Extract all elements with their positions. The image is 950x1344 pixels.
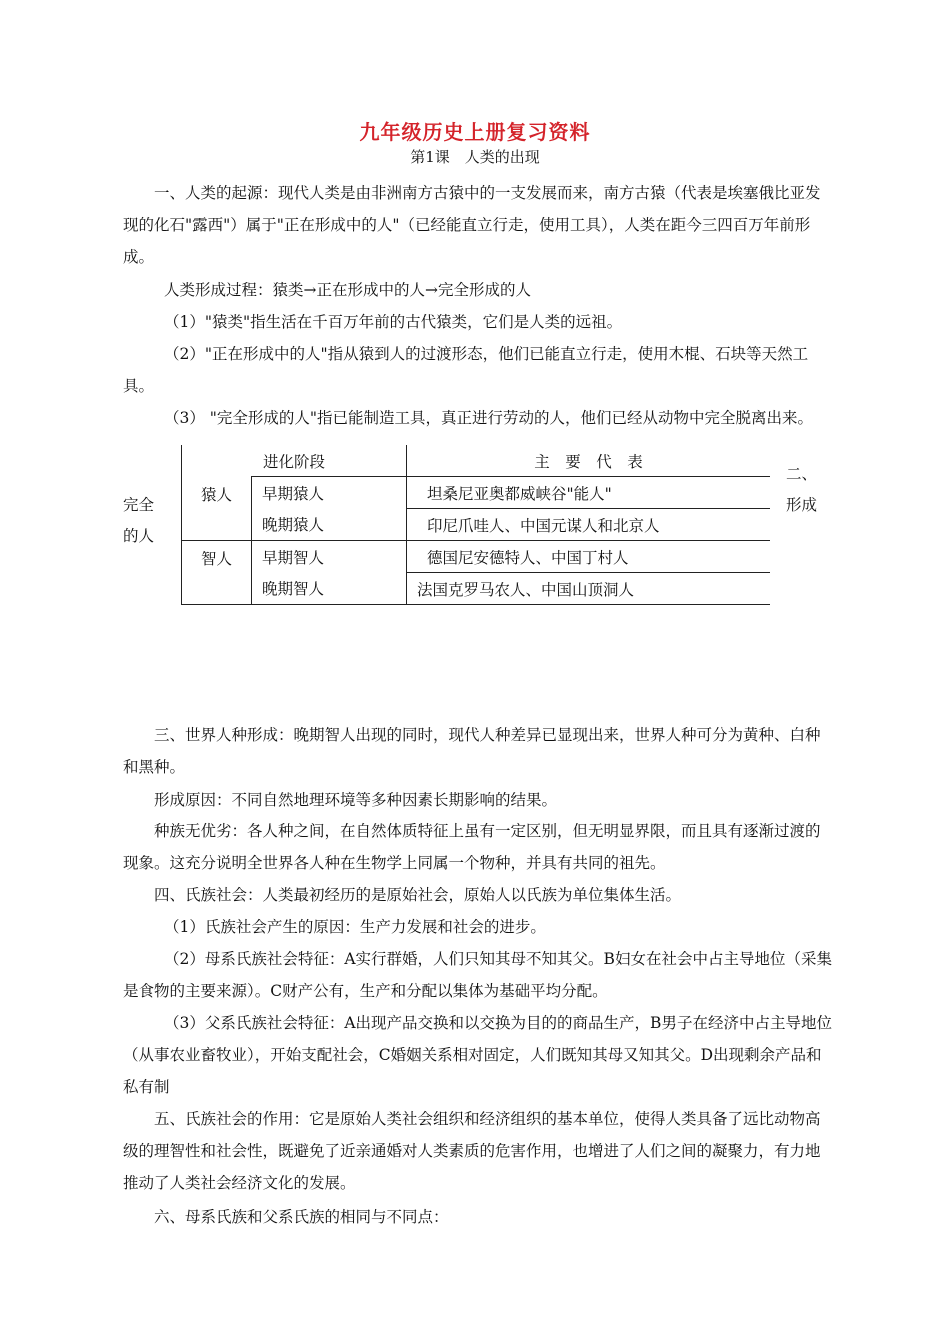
stage-cell: 晚期猿人 (252, 509, 407, 541)
representative-cell: 印尼爪哇人、中国元谋人和北京人 (407, 509, 771, 541)
representative-cell: 法国克罗马农人、中国山顶洞人 (407, 573, 771, 605)
representative-cell: 德国尼安德特人、中国丁村人 (407, 541, 771, 573)
representative-cell: 坦桑尼亚奥都威峡谷"能人" (407, 477, 771, 509)
stage-cell: 早期智人 (252, 541, 407, 573)
stage-cell: 早期猿人 (252, 477, 407, 509)
paragraph-comparison: 六、母系氏族和父系氏族的相同与不同点： (154, 1208, 449, 1226)
paragraph-patrilineal: （3）父系氏族社会特征：A出现产品交换和以交换为目的的商品生产，B男子在经济中占主导地位（从事农业畜牧业），开始支配社会，C婚姻关系相对固定，人们既知其母又知其父。D出现剩余产品和私有制 (123, 1014, 832, 1096)
table-row (182, 509, 771, 541)
paragraph-apes: （1）"猿类"指生活在千百万年前的古代猿类，它们是人类的远祖。 (164, 313, 623, 331)
paragraph-process: 人类形成过程：猿类→正在形成中的人→完全形成的人 (164, 281, 531, 299)
paragraph-clan-role: 五、氏族社会的作用：它是原始人类社会组织和经济组织的基本单位，使得人类具备了远比动物高级的理智性和社会性，既避免了近亲通婚对人类素质的危害作用，也增进了人们之间的凝聚力，有力地推动了人类社会经济文化的发展。 (123, 1110, 821, 1192)
paragraph-race-cause: 形成原因：不同自然地理环境等多种因素长期影响的结果。 (154, 791, 558, 809)
side-label-left-2: 的人 (123, 527, 155, 545)
side-label-left-1: 完全 (123, 496, 155, 514)
evolution-table (181, 445, 770, 605)
paragraph-clan-society: 四、氏族社会：人类最初经历的是原始社会，原始人以氏族为单位集体生活。 (154, 886, 682, 904)
header-representative: 主 要 代 表 (407, 445, 771, 477)
paragraph-forming-human: （2）"正在形成中的人"指从猿到人的过渡形态，他们已能直立行走，使用木棍、石块等天然工具。 (123, 345, 809, 395)
table-header-row (182, 445, 771, 477)
table-row (182, 541, 771, 573)
stage-cell: 晚期智人 (252, 573, 407, 605)
side-label-right-1: 二、 (786, 465, 818, 483)
paragraph-race-equality: 种族无优劣：各人种之间，在自然体质特征上虽有一定区别，但无明显界限，而且具有逐渐过渡的现象。这充分说明全世界各人种在生物学上同属一个物种，并具有共同的祖先。 (123, 822, 821, 872)
paragraph-complete-human: （3） "完全形成的人"指已能制造工具，真正进行劳动的人，他们已经从动物中完全脱离出来。 (164, 409, 814, 427)
paragraph-races: 三、世界人种形成：晚期智人出现的同时，现代人种差异已显现出来，世界人种可分为黄种、白种和黑种。 (123, 726, 821, 776)
paragraph-origin: 一、人类的起源：现代人类是由非洲南方古猿中的一支发展而来，南方古猿（代表是埃塞俄比亚发现的化石"露西"）属于"正在形成中的人"（已经能直立行走，使用工具），人类在距今三四百万年前形成。 (123, 184, 821, 266)
document-title: 九年级历史上册复习资料 (359, 120, 591, 144)
paragraph-clan-origin: （1）氏族社会产生的原因：生产力发展和社会的进步。 (164, 918, 546, 936)
side-label-right-2: 形成 (786, 496, 818, 514)
group-name: 猿人 (182, 477, 252, 541)
paragraph-matrilineal: （2）母系氏族社会特征：A实行群婚，人们只知其母不知其父。B妇女在社会中占主导地位（采集是食物的主要来源）。C财产公有，生产和分配以集体为基础平均分配。 (123, 950, 832, 1000)
header-stage: 进化阶段 (182, 445, 407, 477)
table-row (182, 477, 771, 509)
lesson-title: 第1课 人类的出现 (410, 148, 540, 166)
table-row (182, 573, 771, 605)
group-name: 智人 (182, 541, 252, 605)
